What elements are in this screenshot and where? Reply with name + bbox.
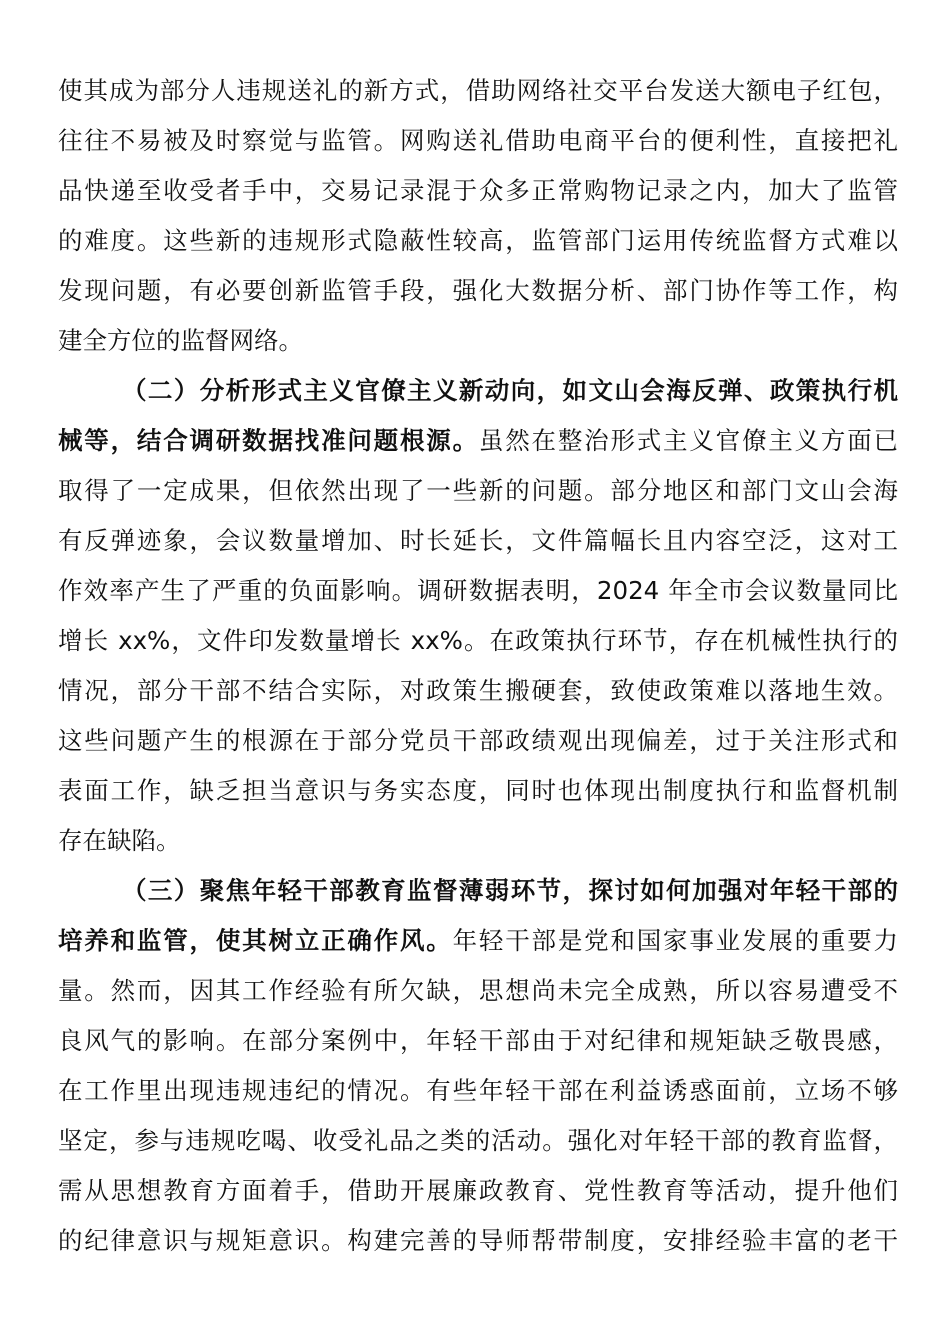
- body-text: 坚定，参与违规吃喝、收受礼品之类的活动。强化对年轻干部的教育监督，: [58, 1126, 898, 1155]
- text-line: [58, 316, 898, 366]
- body-text: 品快递至收受者手中，交易记录混于众多正常购物记录之内，加大了监管: [58, 176, 898, 205]
- text-line: [58, 466, 898, 516]
- text-line: [58, 966, 898, 1016]
- body-text: 有反弹迹象，会议数量增加、时长延长，文件篇幅长且内容空泛，这对工: [58, 526, 898, 555]
- body-text: 取得了一定成果，但依然出现了一些新的问题。部分地区和部门文山会海: [58, 476, 898, 505]
- text-line: [58, 366, 898, 416]
- text-line: [58, 866, 898, 916]
- text-line: [58, 166, 898, 216]
- body-text: 在工作里出现违规违纪的情况。有些年轻干部在利益诱惑面前，立场不够: [58, 1076, 898, 1105]
- text-line: [58, 1116, 898, 1166]
- text-line: [58, 1166, 898, 1216]
- text-line: [58, 766, 898, 816]
- text-line: [58, 216, 898, 266]
- bold-heading-text: 培养和监管，使其树立正确作风。: [58, 926, 453, 955]
- text-line: [58, 66, 898, 116]
- body-text: 增长 xx%，文件印发数量增长 xx%。在政策执行环节，存在机械性执行的: [58, 626, 898, 655]
- text-line: [58, 516, 898, 566]
- body-text: 量。然而，因其工作经验有所欠缺，思想尚未完全成熟，所以容易遭受不: [58, 976, 898, 1005]
- body-text: 虽然在整治形式主义官僚主义方面已: [478, 426, 898, 455]
- bold-heading-text: （二）分析形式主义官僚主义新动向，如文山会海反弹、政策执行机: [122, 376, 898, 405]
- body-text: 存在缺陷。: [58, 826, 181, 855]
- body-text: 需从思想教育方面着手，借助开展廉政教育、党性教育等活动，提升他们: [58, 1176, 898, 1205]
- text-line: [58, 1216, 898, 1266]
- text-line: [58, 116, 898, 166]
- text-line: [58, 416, 898, 466]
- body-text: 建全方位的监督网络。: [58, 326, 303, 355]
- text-line: [58, 1016, 898, 1066]
- bold-heading-text: （三）聚焦年轻干部教育监督薄弱环节，探讨如何加强对年轻干部的: [122, 876, 898, 905]
- body-text: 的纪律意识与规矩意识。构建完善的导师帮带制度，安排经验丰富的老干: [58, 1226, 898, 1255]
- text-line: [58, 816, 898, 866]
- text-line: [58, 616, 898, 666]
- text-line: [58, 266, 898, 316]
- body-text: 往往不易被及时察觉与监管。网购送礼借助电商平台的便利性，直接把礼: [58, 126, 898, 155]
- text-line: [58, 566, 898, 616]
- text-line: [58, 666, 898, 716]
- body-text: 情况，部分干部不结合实际，对政策生搬硬套，致使政策难以落地生效。: [58, 676, 898, 705]
- text-line: [58, 916, 898, 966]
- text-line: [58, 1066, 898, 1116]
- body-text: 年轻干部是党和国家事业发展的重要力: [452, 926, 898, 955]
- body-text: 表面工作，缺乏担当意识与务实态度，同时也体现出制度执行和监督机制: [58, 776, 898, 805]
- document-body: [58, 66, 898, 1266]
- body-text: 这些问题产生的根源在于部分党员干部政绩观出现偏差，过于关注形式和: [58, 726, 898, 755]
- body-text: 作效率产生了严重的负面影响。调研数据表明，2024 年全市会议数量同比: [58, 576, 898, 605]
- body-text: 发现问题，有必要创新监管手段，强化大数据分析、部门协作等工作，构: [58, 276, 898, 305]
- body-text: 使其成为部分人违规送礼的新方式，借助网络社交平台发送大额电子红包，: [58, 76, 898, 105]
- body-text: 良风气的影响。在部分案例中，年轻干部由于对纪律和规矩缺乏敬畏感，: [58, 1026, 898, 1055]
- bold-heading-text: 械等，结合调研数据找准问题根源。: [58, 426, 479, 455]
- text-line: [58, 716, 898, 766]
- body-text: 的难度。这些新的违规形式隐蔽性较高，监管部门运用传统监督方式难以: [58, 226, 898, 255]
